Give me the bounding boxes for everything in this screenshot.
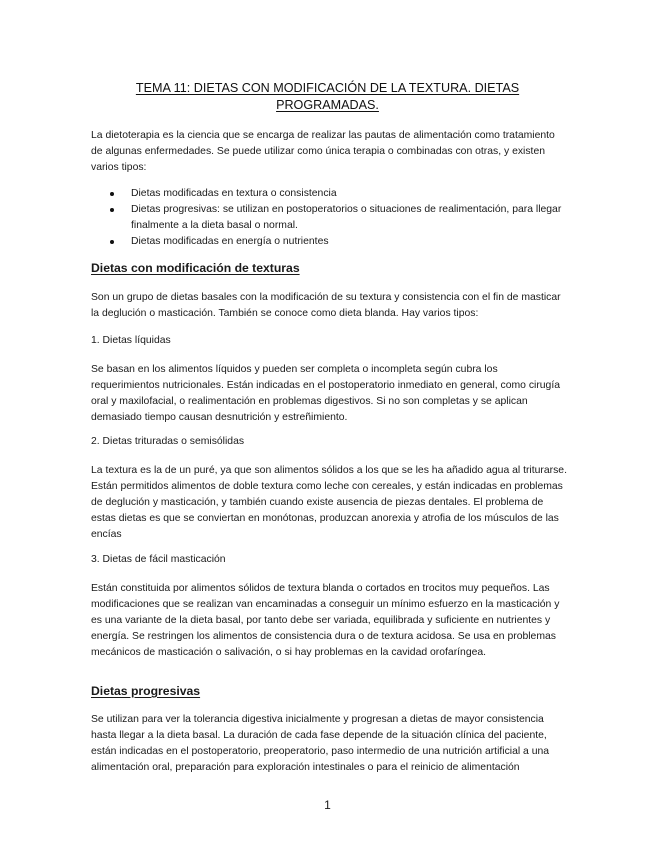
progressive-paragraph: Se utilizan para ver la tolerancia digestiva inicialmente y progresan a dietas de mayor consistencia hasta llegar a la dieta basal. La duración de cada fase depende de la situación clínica del paciente, están indicadas en el postoperatorio, preoperatorio, paso intermedio de una nutrición artificial a una alimentación oral, preparación para exploración intestinales o para el reinicio de alimentación xyxy=(91,714,550,773)
textures-intro-paragraph: Son un grupo de dietas basales con la modificación de su textura y consistencia con el fin de masticar la deglución o masticación. También se conoce como dieta blanda. Hay varios tipos: xyxy=(91,292,561,319)
title-line-2: PROGRAMADAS. xyxy=(276,98,379,112)
page-number: 1 xyxy=(324,798,331,812)
subheading-liquid-diets: 1. Dietas líquidas xyxy=(91,335,171,346)
diet-types-list xyxy=(91,186,569,250)
list-item: Dietas modificadas en textura o consistencia xyxy=(91,186,569,202)
easy-chew-paragraph: Están constituida por alimentos sólidos de textura blanda o cortados en trocitos muy pequeños. Las modificaciones que se realizan van encaminadas a conseguir un mínimo esfuerzo en la masticación y es una variante de la dieta basal, por tanto debe ser variada, equilibrada y suficiente en nutrientes y energía. Se restringen los alimentos de consistencia dura o de textura acidosa. Se usa en problemas mecánicos de masticación o salivación, o si hay problemas en la cavidad orofaríngea. xyxy=(91,583,560,658)
document-title xyxy=(60,80,595,114)
intro-paragraph: La dietoterapia es la ciencia que se encarga de realizar las pautas de alimentación como tratamiento de algunas enfermedades. Se puede utilizar como única terapia o combinadas con otras, y existen varios tipos: xyxy=(91,130,555,173)
section-heading-textures: Dietas con modificación de texturas xyxy=(91,261,300,275)
crushed-diets-paragraph: La textura es la de un puré, ya que son alimentos sólidos a los que se les ha añadido agua al triturarse. Están permitidos alimentos de doble textura como leche con cereales, y están indicadas en problemas de deglución y masticación, y también cuando existe ausencia de piezas dentales. El problema de estas dietas es que se conviertan en monótonas, produzcan anorexia y atrofia de los músculos de las encías xyxy=(91,465,567,540)
section-heading-progressive: Dietas progresivas xyxy=(91,684,201,698)
list-item: Dietas progresivas: se utilizan en postoperatorios o situaciones de realimentación, para llegar finalmente a la dieta basal o normal. xyxy=(91,202,569,234)
subheading-easy-chew-diets: 3. Dietas de fácil masticación xyxy=(91,554,226,565)
title-line-1: TEMA 11: DIETAS CON MODIFICACIÓN DE LA TEXTURA. DIETAS xyxy=(135,81,520,95)
subheading-crushed-diets: 2. Dietas trituradas o semisólidas xyxy=(91,436,245,447)
list-item: Dietas modificadas en energía o nutrientes xyxy=(91,234,569,250)
liquid-diets-paragraph: Se basan en los alimentos líquidos y pueden ser completa o incompleta según cubra los requerimientos nutricionales. Están indicadas en el postoperatorio inmediato en general, como cirugía oral y maxilofacial, o realimentación en problemas digestivos. Si no son completas y se aplican demasiado tiempo causan desnutrición y estreñimiento. xyxy=(91,364,561,423)
